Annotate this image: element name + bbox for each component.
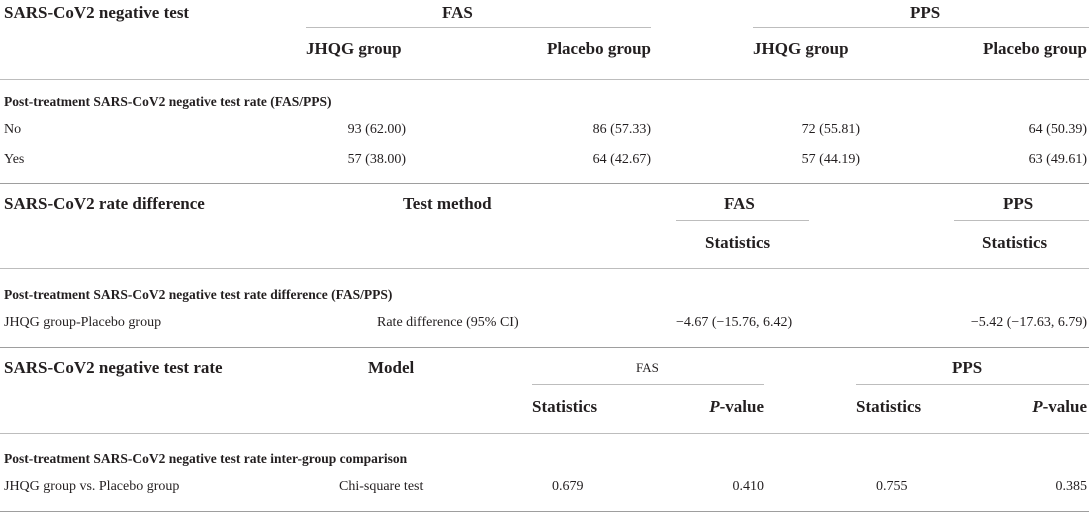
t1-row-1-val-4: 64 (50.39) [1028, 122, 1087, 137]
t1-row-1-val-3: 72 (55.81) [801, 122, 860, 137]
p-letter: P [709, 397, 720, 416]
t3-row-pps-stat: 0.755 [876, 479, 908, 494]
t3-fas-header: FAS [636, 360, 659, 375]
t2-section-title: Post-treatment SARS-CoV2 negative test rate difference (FAS/PPS) [4, 287, 393, 302]
t1-row-1-val-1: 93 (62.00) [347, 122, 406, 137]
t2-test-method-header: Test method [403, 194, 492, 213]
t2-header-rule [0, 268, 1089, 269]
t2-fas-header: FAS [724, 194, 755, 213]
t1-pps-header: PPS [910, 3, 941, 22]
t3-row-label: JHQG group vs. Placebo group [4, 479, 180, 494]
t3-pps-header: PPS [952, 358, 983, 377]
t3-row-fas-stat: 0.679 [552, 479, 584, 494]
t2-row-fas-value: −4.67 (−15.76, 6.42) [676, 315, 793, 330]
t2-pps-header: PPS [1003, 194, 1034, 213]
t1-row-2-val-2: 64 (42.67) [592, 152, 651, 167]
p-letter: P [1032, 397, 1043, 416]
p-suffix: -value [1042, 397, 1087, 416]
t2-pps-statistics: Statistics [982, 233, 1048, 252]
t3-fas-p-value-header [709, 398, 764, 415]
t3-pps-rule [856, 384, 1089, 385]
t1-row-2-label: Yes [4, 152, 25, 167]
t3-row-pps-p: 0.385 [1055, 479, 1087, 494]
t1-header-label: SARS-CoV2 negative test [4, 3, 190, 22]
t1-fas-header: FAS [442, 3, 473, 22]
t2-fas-rule [676, 220, 809, 221]
t1-row-1-label: No [4, 122, 22, 137]
t2-fas-statistics: Statistics [705, 233, 771, 252]
t1-header-rule [0, 79, 1089, 80]
t3-row-model: Chi-square test [339, 479, 424, 494]
t3-fas-rule [532, 384, 764, 385]
t1-sub-header-3: JHQG group [753, 39, 849, 58]
p-suffix: -value [719, 397, 764, 416]
t1-row-2-val-1: 57 (38.00) [347, 152, 406, 167]
t2-row-label: JHQG group-Placebo group [4, 315, 162, 330]
t1-sub-header-4: Placebo group [982, 39, 1087, 58]
t3-pps-statistics: Statistics [856, 397, 922, 416]
t2-bottom-rule [0, 347, 1089, 348]
t3-pps-p-value-header [1032, 398, 1087, 415]
t2-row-method: Rate difference (95% CI) [377, 315, 519, 330]
t3-section-title: Post-treatment SARS-CoV2 negative test rate inter-group comparison [4, 451, 408, 466]
t2-header-label: SARS-CoV2 rate difference [4, 194, 205, 213]
t1-bottom-rule [0, 183, 1089, 184]
t3-header-rule [0, 433, 1089, 434]
t1-section-title: Post-treatment SARS-CoV2 negative test rate (FAS/PPS) [4, 94, 332, 109]
t1-row-2-val-4: 63 (49.61) [1028, 152, 1087, 167]
t1-pps-rule [753, 27, 1089, 28]
t1-row-2-val-3: 57 (44.19) [801, 152, 860, 167]
t3-row-fas-p: 0.410 [732, 479, 764, 494]
t2-row-pps-value: −5.42 (−17.63, 6.79) [970, 315, 1087, 330]
t1-sub-header-2: Placebo group [546, 39, 651, 58]
t3-header-label: SARS-CoV2 negative test rate [4, 358, 223, 377]
t2-pps-rule [954, 220, 1089, 221]
t1-sub-header-1: JHQG group [306, 39, 402, 58]
t3-fas-statistics: Statistics [532, 397, 598, 416]
t1-fas-rule [306, 27, 651, 28]
t1-row-1-val-2: 86 (57.33) [592, 122, 651, 137]
t3-model-header: Model [368, 358, 415, 377]
t3-bottom-rule [0, 511, 1089, 512]
